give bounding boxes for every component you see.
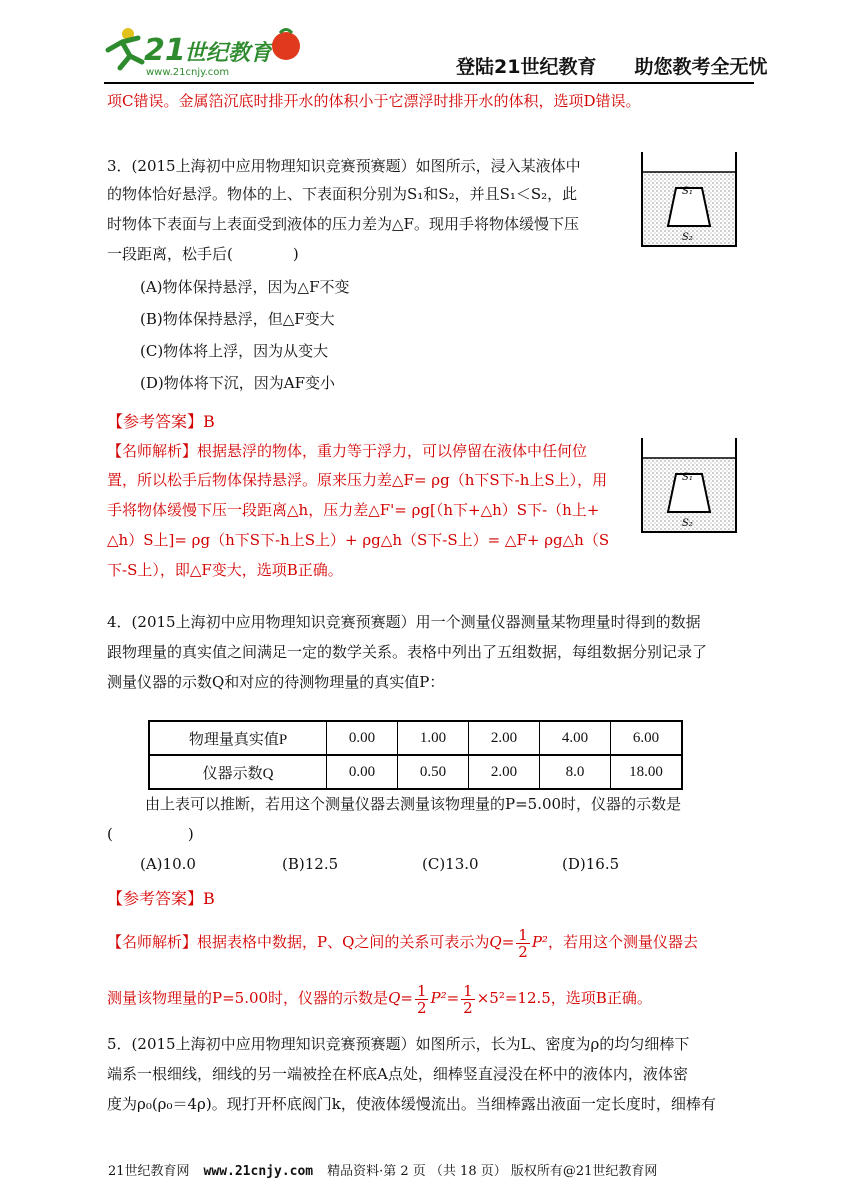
svg-text:S₁: S₁ xyxy=(682,186,693,197)
q4-answer: 【参考答案】B xyxy=(107,889,215,908)
q3-line-2: 的物体恰好悬浮。物体的上、下表面积分别为S₁和S₂，并且S₁＜S₂，此 xyxy=(107,185,578,203)
q3-option-a: (A)物体保持悬浮，因为△F不变 xyxy=(140,278,350,296)
q3-analysis-4: △h）S上]= ρg（h下S下-h上S上）+ ρg△h（S下-S上）= △F+ ρg△h（S xyxy=(107,531,610,549)
q3-line-3: 时物体下表面与上表面受到液体的压力差为△F。现用手将物体缓慢下压 xyxy=(107,215,579,233)
svg-text:www.21cnjy.com: www.21cnjy.com xyxy=(146,67,230,78)
q3-line-4: 一段距离，松手后( ) xyxy=(107,245,299,263)
table-cell: 4.00 xyxy=(540,721,611,755)
footer-page-info: 精品资料·第 2 页 （共 18 页） 版权所有@21世纪教育网 xyxy=(327,1164,658,1179)
page-footer xyxy=(108,1160,657,1179)
q5-line-2: 端系一根细线，细线的另一端被拴在杯底A点处，细棒竖直浸没在杯中的液体内，液体密 xyxy=(107,1065,688,1083)
beaker-figure-1 xyxy=(640,150,738,248)
data-table xyxy=(148,720,683,790)
q3-option-c: (C)物体将上浮，因为从变大 xyxy=(140,342,329,360)
footer-site: 21世纪教育网 xyxy=(108,1164,190,1179)
runner-icon xyxy=(108,28,142,68)
q4-option-b: (B)12.5 xyxy=(282,855,339,873)
q3-analysis-5: 下-S上），即△F变大，选项B正确。 xyxy=(107,561,343,579)
tomato-icon xyxy=(272,32,300,60)
table-row xyxy=(149,721,682,755)
q4-line-4: 由上表可以推断，若用这个测量仪器去测量该物理量的P=5.00时，仪器的示数是 xyxy=(145,795,682,813)
svg-text:S₁: S₁ xyxy=(682,472,693,483)
svg-text:21: 21 xyxy=(144,33,186,68)
q3-answer: 【参考答案】B xyxy=(107,412,215,431)
table-cell: 0.00 xyxy=(327,721,398,755)
table-cell: 18.00 xyxy=(611,755,683,789)
footer-url[interactable]: www.21cnjy.com xyxy=(203,1164,314,1179)
svg-text:S₂: S₂ xyxy=(682,518,693,529)
q4-line-5: ( ) xyxy=(107,825,194,843)
q3-option-b: (B)物体保持悬浮，但△F变大 xyxy=(140,310,335,328)
table-cell: 物理量真实值P xyxy=(149,721,327,755)
q3-analysis-3: 手将物体缓慢下压一段距离△h，压力差△F'= ρg[（h下+△h）S下-（h上+ xyxy=(107,501,600,519)
q4-option-d: (D)16.5 xyxy=(562,855,620,873)
q3-analysis-2: 置，所以松手后物体保持悬浮。原来压力差△F= ρg（h下S下-h上S上），用 xyxy=(107,471,608,489)
svg-text:世纪教育: 世纪教育 xyxy=(184,41,273,66)
svg-text:S₂: S₂ xyxy=(682,232,693,243)
q3-option-d: (D)物体将下沉，因为AF变小 xyxy=(140,374,335,392)
table-cell: 2.00 xyxy=(469,755,540,789)
fraction: $\frac{1}{2}$ xyxy=(518,925,528,961)
table-cell: 0.50 xyxy=(398,755,469,789)
header-divider xyxy=(104,82,754,84)
table-cell: 6.00 xyxy=(611,721,683,755)
q5-line-3: 度为ρ₀(ρ₀＝4ρ)。现打开杯底阀门k，使液体缓慢流出。当细棒露出液面一定长度时，细棒有 xyxy=(107,1095,716,1113)
table-cell: 1.00 xyxy=(398,721,469,755)
table-cell: 2.00 xyxy=(469,721,540,755)
table-cell: 0.00 xyxy=(327,755,398,789)
q4-line-1: 4．(2015上海初中应用物理知识竞赛预赛题）用一个测量仪器测量某物理量时得到的数据 xyxy=(107,613,701,631)
q4-option-a: (A)10.0 xyxy=(140,855,196,873)
q4-analysis-1: 【名师解析】根据表格中数据，P、Q之间的关系可表示为Q= $\frac{1}{2}$ P²，若用这个测量仪器去 xyxy=(107,925,698,961)
prev-analysis-line: 项C错误。金属箔沉底时排开水的体积小于它漂浮时排开水的体积，选项D错误。 xyxy=(107,92,641,110)
site-logo xyxy=(100,20,310,80)
table-cell: 8.0 xyxy=(540,755,611,789)
q4-analysis-2: 测量该物理量的P=5.00时，仪器的示数是Q= $\frac{1}{2}$ P²= $\frac{1}{2}$ ×5²=12.5，选项B正确。 xyxy=(107,981,652,1017)
q4-option-c: (C)13.0 xyxy=(422,855,479,873)
beaker-figure-2 xyxy=(640,436,738,534)
q4-line-2: 跟物理量的真实值之间满足一定的数学关系。表格中列出了五组数据，每组数据分别记录了 xyxy=(107,643,708,661)
q3-analysis-1: 【名师解析】根据悬浮的物体，重力等于浮力，可以停留在液体中任何位 xyxy=(107,442,588,460)
table-cell: 仪器示数Q xyxy=(149,755,327,789)
q3-line-1: 3．(2015上海初中应用物理知识竞赛预赛题）如图所示，浸入某液体中 xyxy=(107,157,581,175)
header-slogan: 登陆21世纪教育 助您教考全无忧 xyxy=(456,56,768,78)
table-row xyxy=(149,755,682,789)
q5-line-1: 5．(2015上海初中应用物理知识竞赛预赛题）如图所示，长为L、密度为ρ的均匀细棒下 xyxy=(107,1035,690,1053)
q4-line-3: 测量仪器的示数Q和对应的待测物理量的真实值P： xyxy=(107,673,445,691)
